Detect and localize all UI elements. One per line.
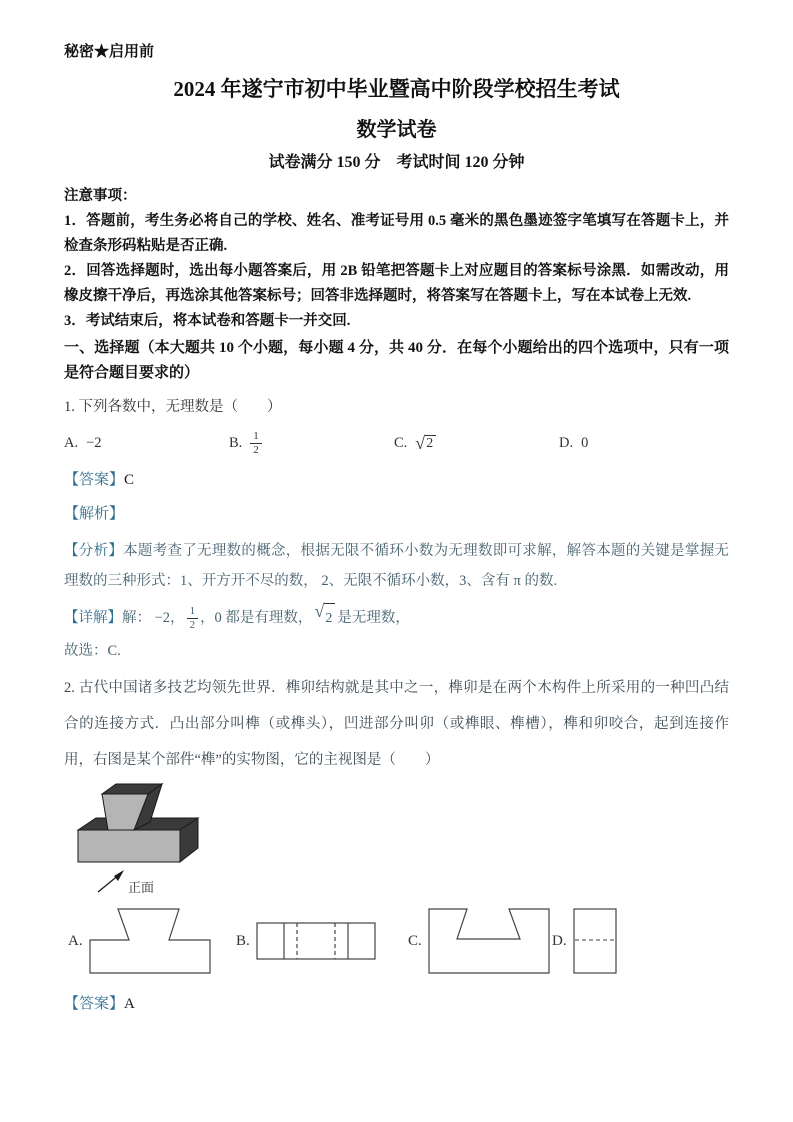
- q2-option-c-label: C.: [408, 932, 422, 949]
- front-face-label: 正面: [128, 880, 155, 895]
- q2-option-a-shape: [89, 908, 211, 974]
- fenxi-text: 本题考查了无理数的概念，根据无限不循环小数为无理数即可求解，解答本题的关键是掌握无理数的三种形式：1、开方开不尽的数， 2、无限不循环小数，3、含有 π 的数.: [64, 543, 730, 589]
- score-time-meta: 试卷满分 150 分 考试时间 120 分钟: [268, 154, 525, 171]
- q2-answer-value: A: [124, 996, 135, 1012]
- fenxi-tag: 【分析】: [64, 543, 124, 559]
- base-front-face: [78, 830, 180, 862]
- detail-sqrt: [314, 602, 335, 634]
- section-1-heading: 一、选择题（本大题共 10 个小题，每小题 4 分，共 40 分．在每个小题给出的四个选项中，只有一项是符合题目要求的）: [64, 340, 729, 381]
- front-view-arrowhead: [114, 870, 124, 881]
- q1-option-d-label: D.: [559, 434, 574, 451]
- q2-option-a-label: A.: [68, 932, 83, 949]
- page-title: 2024 年遂宁市初中毕业暨高中阶段学校招生考试: [173, 77, 620, 101]
- q1-option-b-fraction: [250, 430, 262, 455]
- q2-option-d-shape: [573, 908, 617, 974]
- q1-analysis-paragraph: [64, 536, 729, 596]
- fraction-numerator: 1: [253, 430, 259, 443]
- radicand: 2: [324, 603, 335, 634]
- front-view-shape: [90, 909, 210, 973]
- notched-view-shape: [429, 909, 549, 973]
- fraction-numerator: 1: [189, 605, 196, 618]
- q1-option-b-label: B.: [229, 434, 243, 451]
- q2-answer-line: [64, 992, 729, 1016]
- q1-detail-line: [64, 602, 729, 634]
- jiexi-tag: 【解析】: [64, 506, 125, 522]
- tenon-3d-figure: [70, 780, 729, 898]
- paper-subtitle: 数学试卷: [356, 119, 437, 141]
- side-view-rect: [257, 923, 375, 959]
- notice-item-1: 1．答题前，考生务必将自己的学校、姓名、准考证号用 0.5 毫米的黑色墨迹签字笔填写在答题卡上，并检查条形码粘贴是否正确.: [64, 213, 729, 254]
- q1-option-d: [559, 435, 588, 452]
- q1-option-a-label: A.: [64, 434, 79, 451]
- xiangjie-tag: 【详解】: [64, 610, 122, 626]
- q2-option-d-label: D.: [552, 932, 567, 949]
- answer-tag: 【答案】: [64, 996, 125, 1012]
- q2-option-b: [236, 922, 376, 960]
- notice-item-2: 2．回答选择题时，选出每小题答案后，用 2B 铅笔把答题卡上对应题目的答案标号涂黑．如需改动，用橡皮擦干净后，再选涂其他答案标号；回答非选择题时，将答案写在答题卡上，写在本试卷上无效.: [64, 263, 729, 304]
- notice-item-3: 3．考试结束后，将本试卷和答题卡一并交回.: [64, 313, 351, 329]
- q1-option-a-value: −2: [86, 434, 102, 451]
- xiangjie-post: 是无理数，: [337, 610, 410, 626]
- end-view-rect: [574, 909, 616, 973]
- xiangjie-pre: 解： −2，: [122, 610, 185, 626]
- q2-option-b-shape: [256, 922, 376, 960]
- question-1-options: [64, 426, 729, 460]
- question-1-text: 1. 下列各数中，无理数是（ ）: [64, 399, 282, 415]
- fraction-denominator: 2: [250, 443, 262, 456]
- notice-heading: 注意事项：: [64, 188, 137, 204]
- q1-option-c-sqrt: [415, 434, 436, 452]
- question-2-options: [64, 898, 729, 984]
- radicand: 2: [425, 435, 436, 452]
- xiangjie-mid: ，0 都是有理数，: [200, 610, 313, 626]
- tenon-3d-drawing: [70, 780, 238, 898]
- q2-option-a: [68, 908, 211, 974]
- detail-fraction: [187, 605, 199, 630]
- q1-answer-line: [64, 468, 729, 492]
- q1-option-b: [229, 430, 394, 455]
- q2-option-c: [408, 908, 550, 974]
- q1-option-c: [394, 434, 559, 452]
- q1-jiexi-line: [64, 502, 729, 526]
- q1-option-c-label: C.: [394, 434, 408, 451]
- q1-option-d-value: 0: [581, 434, 589, 451]
- secret-label: 秘密★启用前: [64, 44, 155, 60]
- answer-tag: 【答案】: [64, 472, 125, 488]
- q2-option-b-label: B.: [236, 932, 250, 949]
- radical-sign: √: [314, 601, 325, 621]
- radical-sign: √: [415, 433, 426, 453]
- q2-option-d: [552, 908, 617, 974]
- q1-option-a: [64, 435, 229, 452]
- fraction-denominator: 2: [187, 618, 199, 631]
- q1-conclusion: 故选：C.: [64, 643, 121, 659]
- question-2-text: 2. 古代中国诸多技艺均领先世界．榫卯结构就是其中之一，榫卯是在两个木构件上所采用的一种凹凸结合的连接方式．凸出部分叫榫（或榫头），凹进部分叫卯（或榫眼、榫槽），榫和卯咬合，起到连接作用，右图是某个部件“榫”的实物图，它的主视图是（ ）: [64, 680, 729, 768]
- q2-option-c-shape: [428, 908, 550, 974]
- q1-answer-value: C: [124, 472, 135, 488]
